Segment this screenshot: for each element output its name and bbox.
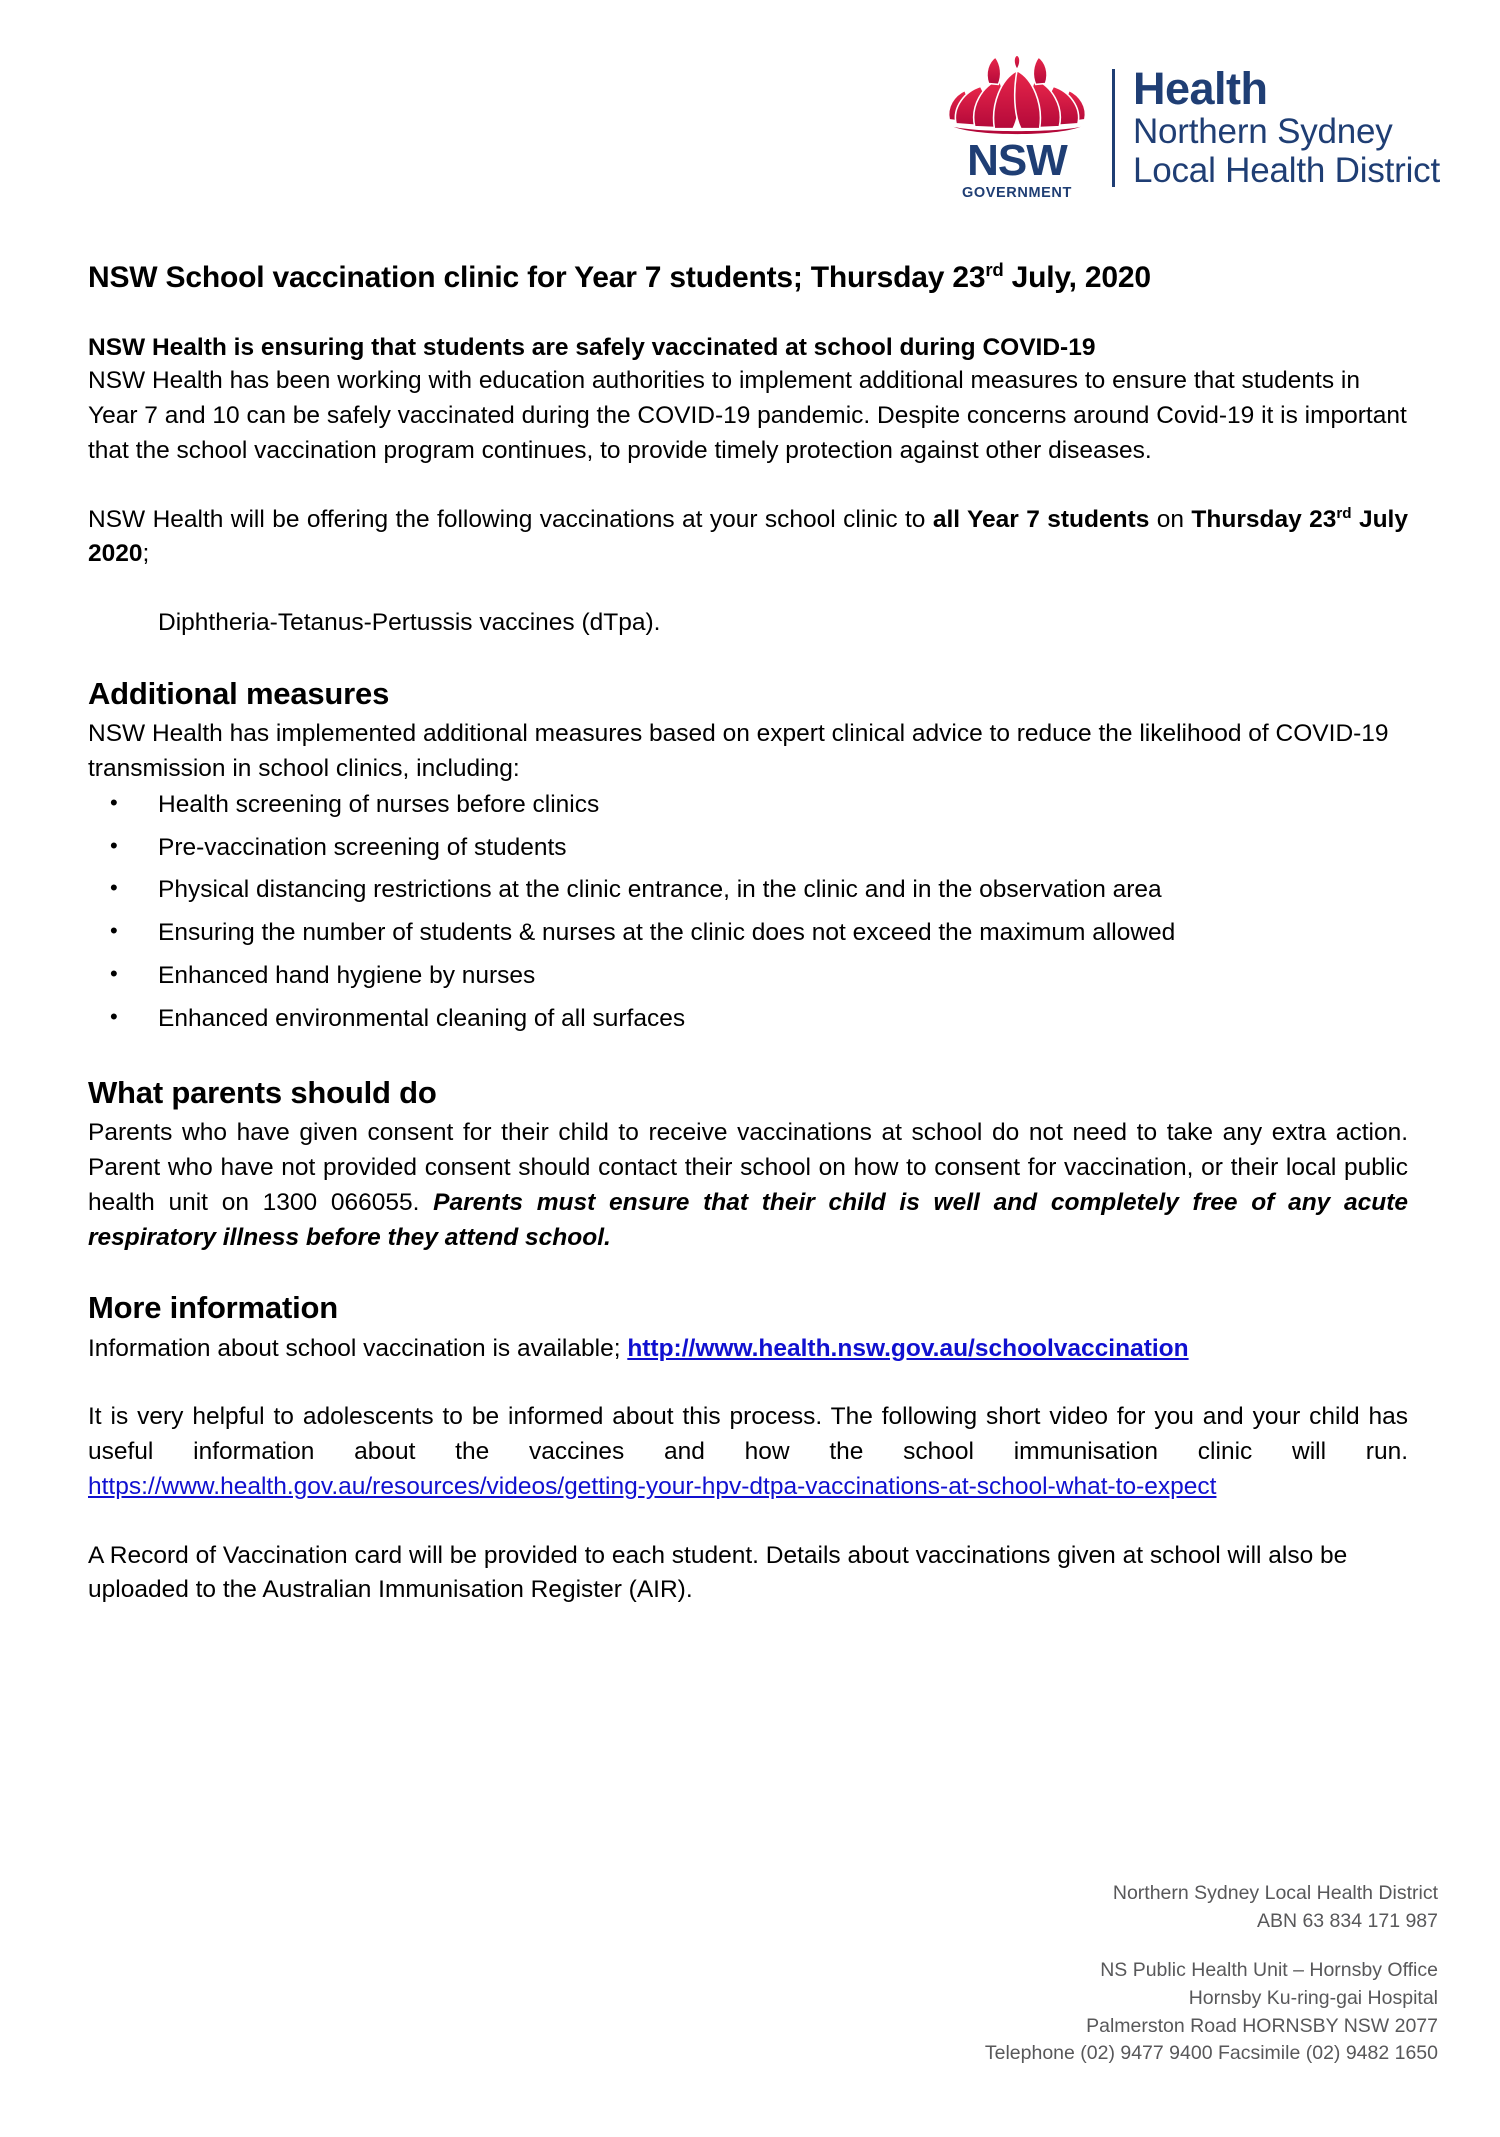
logo-district-line-2: Local Health District bbox=[1132, 151, 1440, 191]
spacer bbox=[88, 1048, 1408, 1074]
offering-end: ; bbox=[142, 540, 150, 568]
logo-divider bbox=[1112, 69, 1115, 187]
spacer bbox=[88, 641, 1408, 675]
page-title bbox=[88, 258, 1408, 298]
waratah-flower-icon bbox=[942, 55, 1092, 138]
page-title-part1: NSW School vaccination clinic for Year 7 students; Thursday 23 bbox=[88, 261, 986, 294]
document-footer bbox=[985, 1880, 1438, 2068]
offering-bold-year7: all Year 7 students bbox=[932, 505, 1150, 533]
footer-unit-name: NS Public Health Unit – Hornsby Office bbox=[1100, 1959, 1438, 1982]
footer-contact: Telephone (02) 9477 9400 Facsimile (02) 9482 1650 bbox=[984, 2042, 1438, 2065]
intro-heading: NSW Health is ensuring that students are safely vaccinated at school during COVID-19 bbox=[88, 333, 1096, 361]
intro-paragraph: NSW Health has been working with education authorities to implement additional measures to ensure that students in Year 7 and 10 can be safely vaccinated during the COVID-19 pandemic. Despite concerns around Covid-19 it is important that the school vaccination program continues, to provide timely protection against other diseases. bbox=[88, 367, 1407, 464]
nsw-health-logo bbox=[942, 55, 1440, 200]
logo-health-label: Health bbox=[1132, 62, 1268, 114]
footer-hospital: Hornsby Ku-ring-gai Hospital bbox=[1188, 1987, 1438, 2010]
parents-paragraph-emphasis: Parents must ensure that their child is well and completely free of any acute respiratory illness before they attend school. bbox=[88, 1188, 1408, 1251]
list-item: • Pre-vaccination screening of students bbox=[88, 834, 1408, 863]
parents-paragraph-plain: Parents who have given consent for their child to receive vaccinations at school do not need to take any extra action. Parent who have not provided consent should contact their school on how to consent for vaccination, or their local public health unit on 1300 066055. bbox=[88, 1119, 1408, 1216]
additional-measures-list bbox=[88, 791, 1408, 1034]
list-item: • Enhanced hand hygiene by nurses bbox=[88, 962, 1408, 991]
video-paragraph-text: It is very helpful to adolescents to be informed about this process. The following short video for you and your child has useful information about the vaccines and how the school immunisation clinic will run. bbox=[88, 1403, 1408, 1466]
more-info-paragraph bbox=[88, 1332, 1408, 1367]
heading-more-information: More information bbox=[88, 1290, 338, 1326]
offering-bold-date-a: Thursday 23 bbox=[1191, 505, 1337, 533]
government-wordmark: GOVERNMENT bbox=[962, 184, 1072, 201]
heading-what-parents-should-do: What parents should do bbox=[88, 1075, 437, 1111]
record-of-vaccination-paragraph: A Record of Vaccination card will be provided to each student. Details about vaccinations given at school will also be uploaded to the Australian Immunisation Register (AIR). bbox=[88, 1541, 1348, 1604]
more-info-lead: Information about school vaccination is available; bbox=[88, 1334, 628, 1362]
spacer bbox=[88, 572, 1408, 606]
page-title-ordinal: rd bbox=[985, 259, 1004, 280]
heading-additional-measures: Additional measures bbox=[88, 675, 390, 711]
list-item: • Ensuring the number of students & nurses at the clinic does not exceed the maximum allowed bbox=[88, 919, 1408, 948]
nsw-government-logo bbox=[942, 55, 1092, 200]
spacer bbox=[88, 1366, 1408, 1400]
spacer bbox=[88, 1505, 1408, 1539]
list-item: • Physical distancing restrictions at the clinic entrance, in the clinic and in the observation area bbox=[88, 876, 1408, 905]
list-item: • Health screening of nurses before clinics bbox=[88, 791, 1408, 820]
offering-bold-date-ordinal: rd bbox=[1336, 504, 1352, 522]
spacer bbox=[88, 469, 1408, 503]
footer-address: Palmerston Road HORNSBY NSW 2077 bbox=[1086, 2014, 1438, 2037]
logo-district-line-1: Northern Sydney bbox=[1132, 111, 1393, 151]
parents-paragraph bbox=[88, 1116, 1408, 1255]
document-body bbox=[88, 258, 1408, 1608]
offering-paragraph bbox=[88, 503, 1408, 573]
offering-bold-date-b: July 2020 bbox=[88, 505, 1408, 568]
list-item: • Enhanced environmental cleaning of all surfaces bbox=[88, 1005, 1408, 1034]
footer-org-name: Northern Sydney Local Health District bbox=[1112, 1882, 1438, 1904]
offering-pre: NSW Health will be offering the following vaccinations at your school clinic to bbox=[88, 505, 933, 533]
footer-abn: ABN 63 834 171 987 bbox=[1256, 1909, 1438, 1932]
spacer bbox=[88, 1255, 1408, 1289]
offering-mid: on bbox=[1149, 505, 1192, 533]
schoolvaccination-link[interactable]: http://www.health.nsw.gov.au/schoolvaccination bbox=[627, 1334, 1189, 1362]
additional-measures-paragraph: NSW Health has implemented additional measures based on expert clinical advice to reduce the likelihood of COVID-19 transmission in school clinics, including: bbox=[88, 720, 1389, 782]
logo-text-block bbox=[1133, 63, 1440, 193]
video-link[interactable]: https://www.health.gov.au/resources/videos/getting-your-hpv-dtpa-vaccinations-at-school-what-to-expect bbox=[88, 1472, 1217, 1500]
vaccine-list-line: Diphtheria-Tetanus-Pertussis vaccines (dTpa). bbox=[158, 609, 661, 637]
video-paragraph bbox=[88, 1400, 1408, 1504]
nsw-wordmark: NSW bbox=[967, 135, 1067, 185]
page-title-part2: July, 2020 bbox=[1003, 261, 1151, 294]
